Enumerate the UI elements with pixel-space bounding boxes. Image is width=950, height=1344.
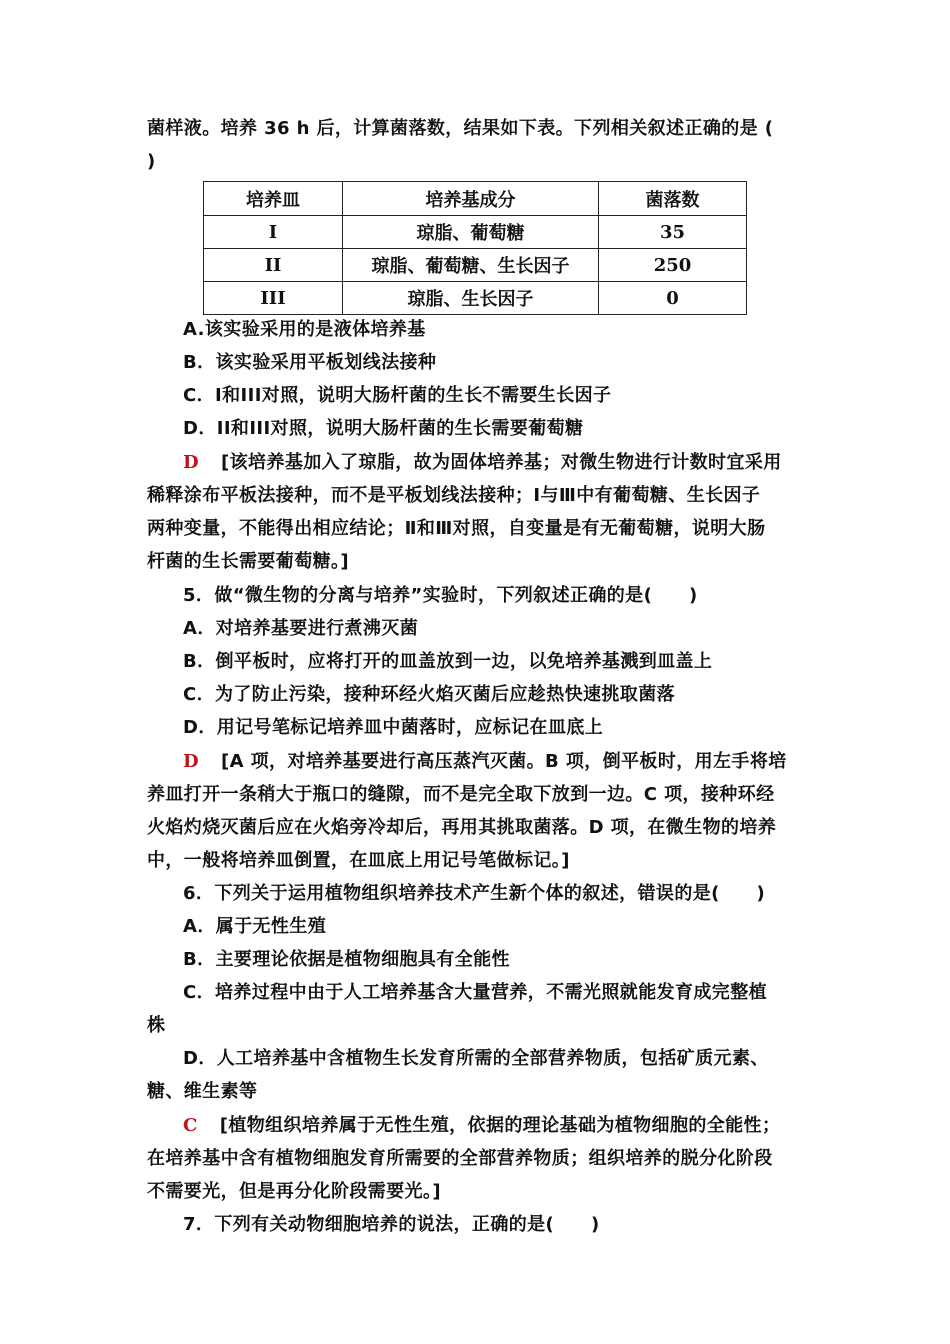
q4-option-b: B．该实验采用平板划线法接种 — [183, 352, 437, 373]
q5-option-c: C．为了防止污染，接种环经火焰灭菌后应趁热快速挑取菌落 — [183, 684, 676, 705]
q5-option-b: B．倒平板时，应将打开的皿盖放到一边，以免培养基溅到皿盖上 — [183, 651, 713, 672]
header-dish: 培养皿 — [204, 182, 343, 216]
q5-option-a: A．对培养基要进行煮沸灭菌 — [183, 618, 419, 639]
table-row — [204, 282, 747, 315]
culture-results-table — [203, 181, 747, 315]
header-colony-count: 菌落数 — [599, 182, 747, 216]
q5-explanation-line-3: 火焰灼烧灭菌后应在火焰旁冷却后，再用其挑取菌落。D 项，在微生物的培养 — [147, 817, 777, 838]
q4-option-c: C．I和III对照，说明大肠杆菌的生长不需要生长因子 — [183, 385, 612, 406]
q6-stem: 6．下列关于运用植物组织培养技术产生新个体的叙述，错误的是( ) — [183, 883, 766, 904]
q5-answer-letter: D — [183, 751, 200, 772]
question-4-stem-line-2: ) — [147, 151, 156, 172]
cell-medium: 琼脂、生长因子 — [343, 282, 599, 315]
question-4-stem-line-1: 菌样液。培养 36 h 后，计算菌落数，结果如下表。下列相关叙述正确的是 ( — [147, 118, 774, 139]
cell-count: 250 — [599, 249, 747, 282]
q5-stem: 5．做“微生物的分离与培养”实验时，下列叙述正确的是( ) — [183, 585, 698, 606]
q5-explanation-line-2: 养皿打开一条稍大于瓶口的缝隙，而不是完全取下放到一边。C 项，接种环经 — [147, 784, 775, 805]
q4-explanation-line-2: 稀释涂布平板法接种，而不是平板划线法接种；Ⅰ与Ⅲ中有葡萄糖、生长因子 — [147, 485, 761, 506]
q4-option-a: A.该实验采用的是液体培养基 — [183, 319, 426, 340]
q6-option-b: B．主要理论依据是植物细胞具有全能性 — [183, 949, 510, 970]
q4-option-d: D．II和III对照，说明大肠杆菌的生长需要葡萄糖 — [183, 418, 584, 439]
q5-option-d: D．用记号笔标记培养皿中菌落时，应标记在皿底上 — [183, 717, 604, 738]
q5-explanation-line-1 — [183, 750, 812, 774]
q4-explanation-line-3: 两种变量，不能得出相应结论；Ⅱ和Ⅲ对照，自变量是有无葡萄糖，说明大肠 — [147, 518, 766, 539]
cell-dish: III — [204, 282, 343, 315]
table-row — [204, 249, 747, 282]
q6-explanation-line-2: 在培养基中含有植物细胞发育所需要的全部营养物质；组织培养的脱分化阶段 — [147, 1148, 773, 1169]
q7-stem: 7．下列有关动物细胞培养的说法，正确的是( ) — [183, 1214, 600, 1235]
q6-explanation-line-1 — [183, 1114, 812, 1138]
cell-medium: 琼脂、葡萄糖 — [343, 216, 599, 249]
table-row — [204, 216, 747, 249]
q6-option-c-continued: 株 — [147, 1015, 166, 1036]
cell-dish: II — [204, 249, 343, 282]
header-medium: 培养基成分 — [343, 182, 599, 216]
q4-explanation-line-4: 杆菌的生长需要葡萄糖。] — [147, 551, 350, 572]
cell-dish: I — [204, 216, 343, 249]
q5-explanation-line-4: 中，一般将培养皿倒置，在皿底上用记号笔做标记。] — [147, 850, 570, 871]
q6-option-c: C．培养过程中由于人工培养基含大量营养，不需光照就能发育成完整植 — [183, 982, 768, 1003]
q4-explanation-text: [该培养基加入了琼脂，故为固体培养基；对微生物进行计数时宜采用 — [221, 452, 782, 473]
cell-count: 0 — [599, 282, 747, 315]
q4-answer-letter: D — [183, 452, 200, 473]
q6-answer-letter: C — [183, 1115, 198, 1136]
cell-medium: 琼脂、葡萄糖、生长因子 — [343, 249, 599, 282]
cell-count: 35 — [599, 216, 747, 249]
q6-option-d-continued: 糖、维生素等 — [147, 1081, 258, 1102]
q6-option-d: D．人工培养基中含植物生长发育所需的全部营养物质，包括矿质元素、 — [183, 1048, 769, 1069]
q6-explanation-text: [植物组织培养属于无性生殖，依据的理论基础为植物细胞的全能性； — [219, 1115, 781, 1136]
table-header-row — [204, 182, 747, 216]
q6-explanation-line-3: 不需要光，但是再分化阶段需要光。] — [147, 1181, 442, 1202]
q5-explanation-text: [A 项，对培养基要进行高压蒸汽灭菌。B 项，倒平板时，用左手将培 — [221, 751, 787, 772]
q6-option-a: A．属于无性生殖 — [183, 916, 327, 937]
q4-explanation-line-1 — [183, 451, 812, 475]
